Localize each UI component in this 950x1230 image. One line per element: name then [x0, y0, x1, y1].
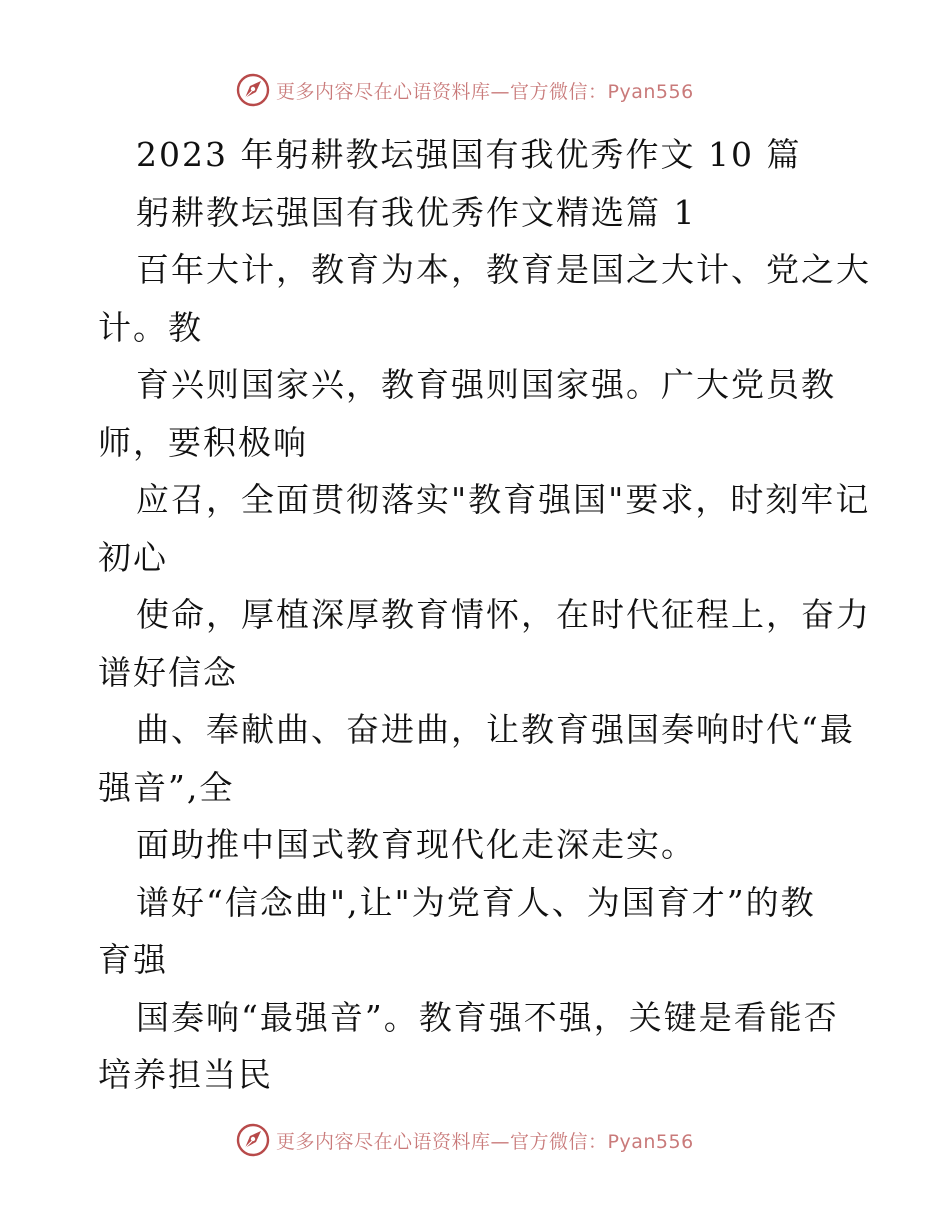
header-watermark: [236, 72, 694, 108]
watermark-text: 更多内容尽在心语资料库—官方微信：Pyan556: [276, 1130, 694, 1153]
pen-nib-logo-icon: [236, 1123, 270, 1157]
text-line: 计。教: [98, 307, 203, 347]
text-line: 面助推中国式教育现代化走深走实。: [136, 825, 696, 864]
text-line: 育兴则国家兴，教育强则国家强。广大党员教: [136, 365, 836, 404]
pen-nib-logo-icon: [236, 73, 270, 107]
footer-watermark: [236, 1122, 694, 1158]
text-line: 谱好信念: [98, 652, 238, 692]
text-line: 强音”,全: [98, 767, 235, 807]
watermark-text: 更多内容尽在心语资料库—官方微信：Pyan556: [276, 80, 694, 103]
text-line: 育强: [98, 940, 168, 979]
text-line: 国奏响“最强音”。教育强不强，关键是看能否: [136, 997, 839, 1037]
text-line: 培养担当民: [98, 1055, 273, 1094]
text-line: 谱好“信念曲",让"为党育人、为国育才”的教: [136, 882, 816, 922]
text-line: 曲、奉献曲、奋进曲，让教育强国奏响时代“最: [136, 710, 855, 749]
document-body: [98, 126, 871, 1104]
document-title: 2023 年躬耕教坛强国有我优秀作文 10 篇: [136, 135, 802, 174]
text-line: 百年大计，教育为本，教育是国之大计、党之大: [136, 250, 871, 289]
text-line: 初心: [98, 537, 168, 577]
paragraph-lines: [98, 241, 871, 1104]
text-line: 应召，全面贯彻落实"教育强国"要求，时刻牢记: [136, 480, 871, 519]
text-line: 师，要积极响: [98, 422, 308, 462]
document-subtitle: 躬耕教坛强国有我优秀作文精选篇 1: [136, 192, 697, 232]
text-line: 使命，厚植深厚教育情怀，在时代征程上，奋力: [136, 595, 871, 634]
